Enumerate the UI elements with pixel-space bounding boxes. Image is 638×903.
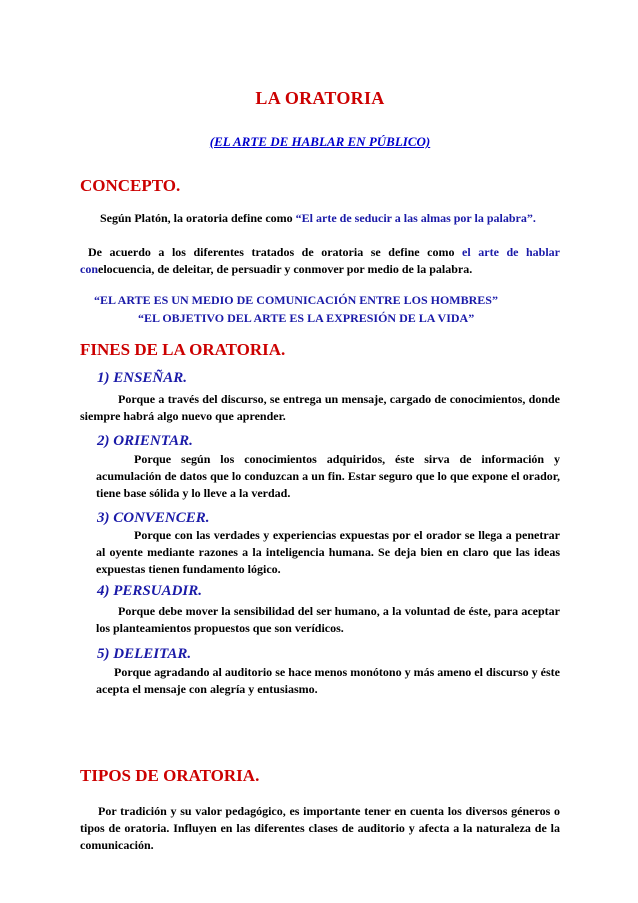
fin-item-title-5: 5) DELEITAR.: [97, 646, 192, 662]
document-subtitle: (EL ARTE DE HABLAR EN PÚBLICO): [209, 134, 431, 149]
section-heading-fines: FINES DE LA ORATORIA.: [80, 340, 286, 359]
section-heading-tipos: TIPOS DE ORATORIA.: [80, 766, 260, 785]
fin-item-body-2: Porque según los conocimientos adquiridos, éste sirva de información y acumulación de datos que lo conduzcan a un fin. Estar seguro que lo que expone el orador, tiene base sólida y lo lleve a la verdad.: [96, 452, 560, 500]
quote-1: “EL ARTE ES UN MEDIO DE COMUNICACIÓN ENTRE LOS HOMBRES”: [94, 293, 498, 307]
fin-item-title-1: 1) ENSEÑAR.: [97, 370, 188, 386]
quote-2: “EL OBJETIVO DEL ARTE ES LA EXPRESIÓN DE LA VIDA”: [138, 311, 475, 325]
concepto-p2-text: De acuerdo a los diferentes tratados de oratoria se define como: [88, 245, 463, 259]
concepto-paragraph-2: [80, 244, 560, 278]
concepto-p1-quote: “El arte de seducir a las almas por la palabra”.: [295, 211, 536, 225]
fin-item-title-3: 3) CONVENCER.: [97, 510, 210, 526]
fin-item-title-4: 4) PERSUADIR.: [97, 583, 203, 599]
section-heading-concepto: CONCEPTO.: [80, 176, 181, 195]
fin-item-body-4: Porque debe mover la sensibilidad del ser humano, a la voluntad de éste, para aceptar los planteamientos propuestos que son verídicos.: [96, 604, 560, 635]
concepto-p2-rest: elocuencia, de deleitar, de persuadir y conmover por medio de la palabra.: [98, 262, 473, 276]
fin-item-body-5: Porque agradando al auditorio se hace menos monótono y más ameno el discurso y éste acepta el mensaje con alegría y entusiasmo.: [96, 665, 560, 696]
tipos-paragraph: Por tradición y su valor pedagógico, es importante tener en cuenta los diversos géneros o tipos de oratoria. Influyen en las diferentes clases de auditorio y afecta a la naturaleza de la comunicación.: [80, 804, 560, 852]
concepto-paragraph-1: [80, 210, 560, 227]
fin-item-body-3: Porque con las verdades y experiencias expuestas por el orador se llega a penetrar al oyente mediante razones a la inteligencia humana. Se deja bien en claro que las ideas expuestas tienen fundamento lógico.: [96, 528, 560, 576]
document-title: LA ORATORIA: [255, 88, 385, 108]
concepto-p1-text: Según Platón, la oratoria define como: [100, 211, 296, 225]
fin-item-title-2: 2) ORIENTAR.: [97, 433, 193, 449]
concepto-p2-highlight: el arte de hablar con: [80, 245, 560, 276]
fin-item-body-1: Porque a través del discurso, se entrega un mensaje, cargado de conocimientos, donde siempre habrá algo nuevo que aprender.: [80, 392, 560, 423]
